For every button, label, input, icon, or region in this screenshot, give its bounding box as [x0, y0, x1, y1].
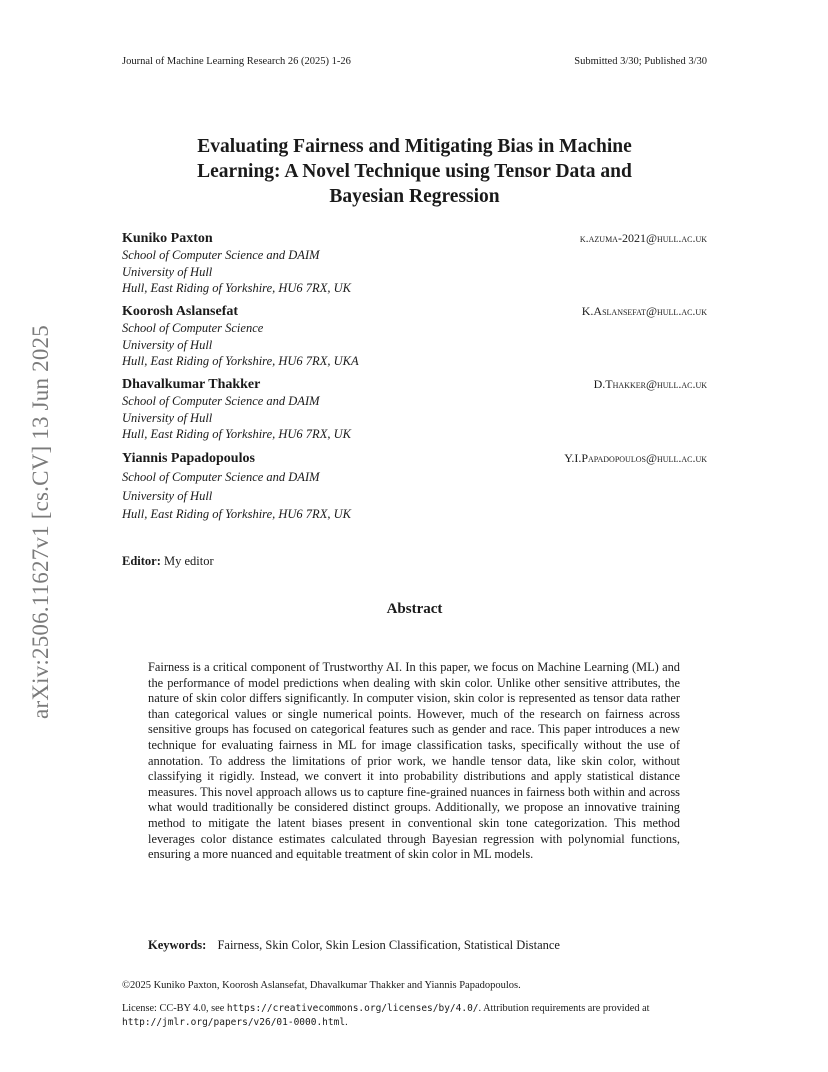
title-line-1: Evaluating Fairness and Mitigating Bias in Machine: [197, 136, 632, 157]
submission-info: Submitted 3/30; Published 3/30: [574, 56, 707, 67]
author-email[interactable]: Y.I.Papadopoulos@hull.ac.uk: [564, 451, 707, 465]
arxiv-stamp: arXiv:2506.11627v1 [cs.CV] 13 Jun 2025: [28, 325, 53, 719]
affiliation-line: School of Computer Science and DAIM: [122, 248, 320, 262]
affiliation-line: University of Hull: [122, 488, 213, 503]
affiliation-line: Hull, East Riding of Yorkshire, HU6 7RX, UK: [122, 507, 351, 521]
author-email[interactable]: K.Aslansefat@hull.ac.uk: [581, 304, 707, 318]
affiliation-line: University of Hull: [122, 337, 213, 352]
license-link[interactable]: https://creativecommons.org/licenses/by/4.0/: [226, 1003, 479, 1014]
license-notice: [122, 1002, 707, 1029]
title-line-2: Learning: A Novel Technique using Tensor Data and: [197, 161, 632, 182]
affiliation-line: University of Hull: [122, 410, 213, 425]
keywords-value: Fairness, Skin Color, Skin Lesion Classification, Statistical Distance: [217, 938, 560, 952]
license-middle: . Attribution requirements are provided at: [478, 1003, 650, 1014]
author-name: Yiannis Papadopoulos: [122, 451, 255, 466]
affiliation-line: Hull, East Riding of Yorkshire, HU6 7RX, UK: [122, 427, 351, 441]
affiliation-line: Hull, East Riding of Yorkshire, HU6 7RX, UKA: [122, 354, 359, 368]
keywords-line: [148, 938, 708, 953]
affiliation-line: School of Computer Science and DAIM: [122, 394, 320, 408]
affiliation-line: Hull, East Riding of Yorkshire, HU6 7RX, UK: [122, 281, 351, 295]
editor-value: My editor: [164, 554, 214, 568]
paper-link[interactable]: http://jmlr.org/papers/v26/01-0000.html: [122, 1016, 346, 1028]
keywords-label: Keywords:: [148, 938, 207, 952]
journal-info: Journal of Machine Learning Research 26 (2025) 1-26: [122, 56, 351, 67]
license-suffix: .: [345, 1016, 348, 1028]
author-name: Dhavalkumar Thakker: [122, 377, 261, 392]
author-block: [122, 376, 707, 443]
author-block: [122, 303, 707, 370]
affiliation-line: School of Computer Science and DAIM: [122, 470, 320, 484]
copyright-notice: ©2025 Kuniko Paxton, Koorosh Aslansefat, Dhavalkumar Thakker and Yiannis Papadopoulos.: [122, 980, 521, 991]
author-name: Koorosh Aslansefat: [122, 304, 239, 319]
abstract-heading: Abstract: [386, 601, 443, 617]
author-name: Kuniko Paxton: [122, 231, 213, 246]
author-email[interactable]: k.azuma-2021@hull.ac.uk: [579, 231, 707, 245]
abstract-text: Fairness is a critical component of Trustworthy AI. In this paper, we focus on Machine Learning (ML) and the performance of model predictions when dealing with skin color. Unlike other sensitive attributes, the nature of skin color differs significantly. In computer vision, skin color is represented as tensor data rather than categorical values or single numerical points. However, much of the research on fairness across sensitive groups has focused on categorical features such as gender and race. This paper introduces a new technique for evaluating fairness in ML for image classification tasks, specifically without the use of annotation. To address the limitations of prior work, we handle tensor data, like skin color, without classifying it rigidly. Instead, we convert it into probability distributions and apply statistical distance measures. This novel approach allows us to capture fine-grained nuances in fairness both within and across what would traditionally be considered distinct groups. Additionally, we propose an innovative training method to mitigate the latent biases present in conventional skin tone categorization. This method leverages color distance estimates calculated through Bayesian regression with polynomial functions, ensuring a more nuanced and equitable treatment of skin color in ML models.: [148, 660, 680, 862]
running-header: [122, 56, 707, 67]
editor-line: [122, 554, 214, 569]
author-email[interactable]: D.Thakker@hull.ac.uk: [593, 377, 707, 391]
author-block: [122, 230, 707, 297]
editor-label: Editor:: [122, 554, 161, 568]
license-prefix: License: CC-BY 4.0, see: [122, 1003, 227, 1014]
author-block: [122, 450, 707, 523]
affiliation-line: University of Hull: [122, 264, 213, 279]
affiliation-line: School of Computer Science: [122, 321, 264, 335]
title-line-3: Bayesian Regression: [329, 186, 500, 207]
paper-title: [122, 134, 707, 209]
